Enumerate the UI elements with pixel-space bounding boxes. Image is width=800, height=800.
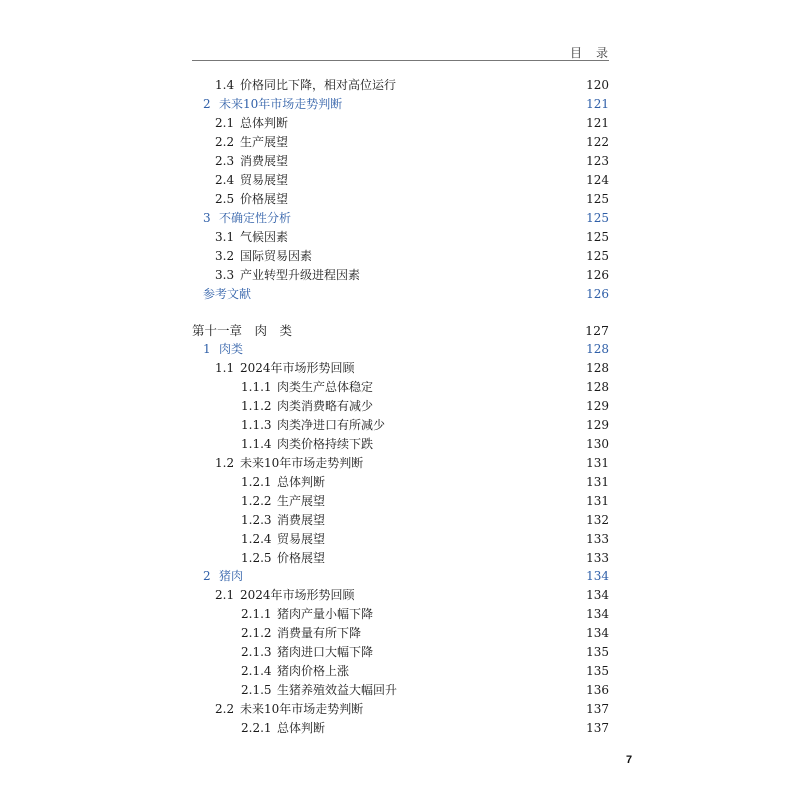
- toc-entry[interactable]: [0, 247, 800, 266]
- toc-entry-number: 2.1: [215, 588, 235, 602]
- toc-entry-title: 生猪养殖效益大幅回升: [277, 683, 398, 697]
- toc-entry-title: 气候因素: [240, 230, 289, 244]
- toc-entry-title: 国际贸易因素: [240, 249, 313, 263]
- toc-entry-title: 总体判断: [240, 116, 289, 130]
- toc-entry-number: 3.2: [215, 249, 235, 263]
- toc-entry-number: 3.1: [215, 230, 235, 244]
- toc-entry-page: 134: [586, 569, 609, 583]
- toc-entry[interactable]: [0, 681, 800, 700]
- toc-entry-title: 总体判断: [277, 475, 326, 489]
- toc-entry[interactable]: [0, 567, 800, 586]
- toc-entry-page: 137: [586, 702, 609, 716]
- toc-entry-number: 1.1.4: [241, 437, 272, 451]
- toc-entry-title: 肉类消费略有减少: [277, 399, 374, 413]
- toc-entry-page: 121: [586, 116, 609, 130]
- toc-entry-page: 132: [586, 513, 609, 527]
- toc-entry-title: 肉类生产总体稳定: [277, 380, 374, 394]
- toc-entry-number: 1.1.3: [241, 418, 272, 432]
- toc-entry[interactable]: [0, 340, 800, 359]
- toc-entry[interactable]: [0, 549, 800, 568]
- toc-entry-page: 125: [586, 192, 609, 206]
- toc-entry-title: 消费展望: [277, 513, 326, 527]
- toc-entry-number: 1.2.3: [241, 513, 272, 527]
- toc-entry[interactable]: [0, 473, 800, 492]
- toc-entry[interactable]: [0, 95, 800, 114]
- toc-entry-title: 生产展望: [277, 494, 326, 508]
- toc-entry-number: 2: [203, 97, 211, 111]
- toc-entry-number: 1.1: [215, 361, 235, 375]
- toc-entry-page: 136: [586, 683, 609, 697]
- toc-entry-number: 2.5: [215, 192, 235, 206]
- toc-entry-number: 3: [203, 211, 211, 225]
- toc-entry-number: 3.3: [215, 268, 235, 282]
- toc-entry-number: 2.3: [215, 154, 235, 168]
- toc-entry[interactable]: [0, 285, 800, 304]
- toc-entry-number: 1.2.5: [241, 551, 272, 565]
- toc-entry-title: 猪肉进口大幅下降: [277, 645, 374, 659]
- toc-entry-number: 2.4: [215, 173, 235, 187]
- toc-entry-title: 猪肉产量小幅下降: [277, 607, 374, 621]
- toc-entry-number: 1.2.1: [241, 475, 272, 489]
- toc-entry[interactable]: [0, 624, 800, 643]
- toc-entry-page: 125: [586, 230, 609, 244]
- toc-entry-number: 1.1.2: [241, 399, 272, 413]
- toc-entry-title: 生产展望: [240, 135, 289, 149]
- toc-entry-title: 价格展望: [240, 192, 289, 206]
- toc-entry-title: 价格同比下降，相对高位运行: [240, 78, 397, 92]
- toc-entry-number: 1.2.2: [241, 494, 272, 508]
- page-number: 7: [626, 754, 633, 766]
- toc-entry-page: 135: [586, 664, 609, 678]
- toc-entry[interactable]: [0, 133, 800, 152]
- toc-entry[interactable]: [0, 605, 800, 624]
- toc-entry-page: 125: [586, 211, 609, 225]
- toc-entry-number: 2.2: [215, 702, 235, 716]
- toc-entry[interactable]: [0, 719, 800, 738]
- toc-entry-number: 2.1.4: [241, 664, 272, 678]
- toc-entry-title: 产业转型升级进程因素: [240, 268, 361, 282]
- header-label: 目 录: [570, 46, 610, 60]
- toc-entry-title: 贸易展望: [240, 173, 289, 187]
- toc-entry-title: 猪肉: [219, 569, 244, 583]
- toc-entry-number: 1: [203, 342, 211, 356]
- toc-entry-number: 1.2.4: [241, 532, 272, 546]
- toc-entry-page: 134: [586, 626, 609, 640]
- toc-entry-number: 2.1: [215, 116, 235, 130]
- toc-entry[interactable]: [0, 190, 800, 209]
- toc-entry[interactable]: [0, 454, 800, 473]
- toc-entry-number: 2: [203, 569, 211, 583]
- toc-entry[interactable]: [0, 416, 800, 435]
- toc-chapter-heading[interactable]: [0, 321, 800, 340]
- toc-entry-title: 肉类价格持续下跌: [277, 437, 374, 451]
- toc-entry-page: 131: [586, 475, 609, 489]
- toc-entry-title: 参考文献: [203, 287, 252, 301]
- toc-entry-page: 134: [586, 588, 609, 602]
- toc-entry-title: 第十一章 肉 类: [192, 323, 293, 338]
- toc-entry-page: 122: [586, 135, 609, 149]
- toc-entry[interactable]: [0, 435, 800, 454]
- toc-entry[interactable]: [0, 662, 800, 681]
- toc-entry-title: 消费展望: [240, 154, 289, 168]
- toc-entry-page: 121: [586, 97, 609, 111]
- toc-entry-title: 未来10年市场走势判断: [240, 702, 364, 716]
- toc-entry[interactable]: [0, 700, 800, 719]
- toc-entry-title: 2024年市场形势回顾: [240, 361, 355, 375]
- toc-entry-page: 126: [586, 287, 609, 301]
- toc-entry[interactable]: [0, 228, 800, 247]
- toc-entry-page: 127: [585, 323, 609, 338]
- toc-entry-page: 131: [586, 494, 609, 508]
- toc-entry-page: 133: [586, 532, 609, 546]
- toc-entry[interactable]: [0, 171, 800, 190]
- toc-entry-number: 2.2.1: [241, 721, 272, 735]
- toc-entry-page: 124: [586, 173, 609, 187]
- toc-entry-page: 129: [586, 418, 609, 432]
- toc-entry[interactable]: [0, 511, 800, 530]
- toc-entry-number: 2.1.1: [241, 607, 272, 621]
- toc-entry-number: 1.1.1: [241, 380, 272, 394]
- toc-entry-page: 128: [586, 361, 609, 375]
- toc-entry[interactable]: [0, 378, 800, 397]
- toc-entry-page: 125: [586, 249, 609, 263]
- toc-entry-page: 128: [586, 342, 609, 356]
- toc-entry-page: 137: [586, 721, 609, 735]
- toc-entry-number: 1.4: [215, 78, 235, 92]
- toc-entry[interactable]: [0, 643, 800, 662]
- toc-entry-title: 肉类净进口有所减少: [277, 418, 386, 432]
- toc-entry-title: 未来10年市场走势判断: [219, 97, 343, 111]
- toc-entry-page: 126: [586, 268, 609, 282]
- toc-entry[interactable]: [0, 266, 800, 285]
- toc-entry-number: 2.1.5: [241, 683, 272, 697]
- toc-entry[interactable]: [0, 492, 800, 511]
- toc-entry-number: 2.1.3: [241, 645, 272, 659]
- toc-entry-page: 123: [586, 154, 609, 168]
- toc-entry-number: 1.2: [215, 456, 235, 470]
- toc-entry-page: 131: [586, 456, 609, 470]
- toc-entry-title: 不确定性分析: [219, 211, 292, 225]
- toc-entry-title: 未来10年市场走势判断: [240, 456, 364, 470]
- toc-entry[interactable]: [0, 114, 800, 133]
- toc-entry-title: 肉类: [219, 342, 244, 356]
- toc-entry-page: 134: [586, 607, 609, 621]
- toc-entry-title: 价格展望: [277, 551, 326, 565]
- toc-entry[interactable]: [0, 530, 800, 549]
- toc-entry-title: 2024年市场形势回顾: [240, 588, 355, 602]
- toc-entry[interactable]: [0, 152, 800, 171]
- toc-entry[interactable]: [0, 586, 800, 605]
- toc-entry[interactable]: [0, 76, 800, 95]
- toc-entry-page: 133: [586, 551, 609, 565]
- toc-entry-page: 120: [586, 78, 609, 92]
- toc-entry[interactable]: [0, 209, 800, 228]
- toc-entry[interactable]: [0, 397, 800, 416]
- toc-entry-page: 129: [586, 399, 609, 413]
- toc-entry-page: 135: [586, 645, 609, 659]
- toc-entry-title: 消费量有所下降: [277, 626, 362, 640]
- toc-entry-title: 贸易展望: [277, 532, 326, 546]
- toc-entry-number: 2.2: [215, 135, 235, 149]
- toc-entry-title: 总体判断: [277, 721, 326, 735]
- toc-entry-number: 2.1.2: [241, 626, 272, 640]
- toc-entry-page: 128: [586, 380, 609, 394]
- toc-entry-title: 猪肉价格上涨: [277, 664, 350, 678]
- toc-entry-page: 130: [586, 437, 609, 451]
- toc-entry[interactable]: [0, 359, 800, 378]
